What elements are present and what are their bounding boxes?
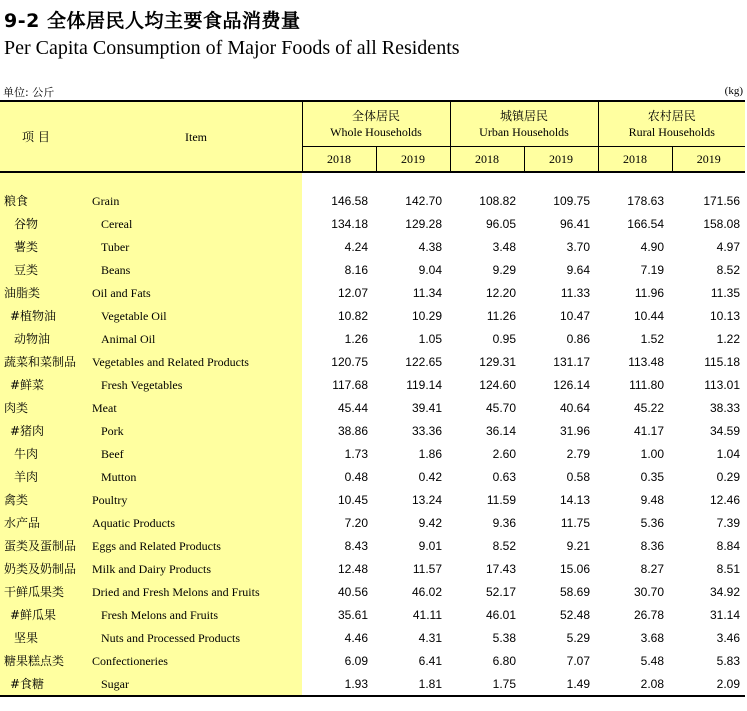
value-cell: 45.22 [633,400,664,415]
value-cell: 8.52 [716,262,741,277]
row-label-en: Oil and Fats [92,286,151,300]
table-row [0,488,745,511]
value-cell: 10.13 [709,308,741,323]
year-header: 2019 [672,147,745,173]
value-cell: 4.46 [344,630,368,645]
value-cell: 31.96 [559,423,590,438]
value-cell: 6.09 [344,653,368,668]
table-row [0,373,745,396]
table-header [0,101,745,172]
value-cell: 12.48 [337,561,368,576]
value-cell: 9.64 [566,262,590,277]
row-label-cell [0,327,302,350]
value-cell: 2.79 [566,446,590,461]
row-label-en: Mutton [101,470,137,484]
table-row [0,626,745,649]
row-label-en: Vegetables and Related Products [92,355,249,369]
value-cell: 46.01 [485,607,516,622]
value-cell: 8.43 [344,538,368,553]
table-row [0,189,745,212]
value-cell: 96.41 [559,216,590,231]
value-cell: 0.35 [640,469,664,484]
row-label-en: Fresh Vegetables [101,378,183,392]
row-label-cn: 肉类 [4,401,29,415]
row-label-cell [0,442,302,465]
value-cell: 40.56 [337,584,368,599]
row-label-cn: 谷物 [14,217,39,231]
value-cell: 1.26 [344,331,368,346]
value-cell: 11.59 [486,492,516,507]
consumption-table [0,100,745,697]
value-cell: 129.31 [479,354,516,369]
value-cell: 9.42 [418,515,442,530]
value-cell: 34.59 [709,423,741,438]
group-header-cn: 全体居民 [351,109,400,123]
value-cell: 11.34 [412,285,442,300]
row-label-en: Beef [101,447,124,461]
row-label-cell [0,396,302,419]
value-cell: 1.86 [418,446,442,461]
row-label-cn: 豆类 [14,263,39,277]
value-cell: 4.90 [640,239,664,254]
row-label-cell [0,373,302,396]
value-cell: 131.17 [553,354,590,369]
table-row [0,672,745,696]
value-cell: 4.38 [418,239,442,254]
value-cell: 30.70 [633,584,664,599]
value-cell: 9.04 [418,262,442,277]
value-cell: 3.70 [566,239,590,254]
value-cell: 12.20 [485,285,516,300]
value-cell: 7.39 [716,515,741,530]
row-label-cn: 粮食 [4,194,29,208]
value-cell: 9.01 [418,538,442,553]
table-row [0,465,745,488]
value-cell: 3.46 [716,630,741,645]
value-cell: 12.07 [337,285,368,300]
value-cell: 2.08 [598,672,672,696]
value-cell: 5.29 [566,630,590,645]
value-cell: 11.26 [486,308,516,323]
value-cell: 52.48 [559,607,590,622]
group-header-en: Urban Households [479,125,569,139]
value-cell: 1.00 [640,446,664,461]
row-label-cn: 牛肉 [14,447,39,461]
value-cell: 14.13 [559,492,590,507]
value-cell: 8.36 [640,538,664,553]
value-cell: 34.92 [709,584,741,599]
value-cell: 1.52 [640,331,664,346]
row-label-cell [0,212,302,235]
row-label-en: Cereal [101,217,133,231]
value-cell: 0.29 [716,469,741,484]
value-cell: 38.33 [709,400,741,415]
value-cell: 11.57 [412,561,442,576]
value-cell: 46.02 [411,584,442,599]
table-row [0,534,745,557]
table-row [0,212,745,235]
value-cell: 1.22 [716,331,741,346]
table-row [0,327,745,350]
row-label-cn: 薯类 [14,240,39,254]
row-label-cell [0,603,302,626]
value-cell: 8.84 [716,538,741,553]
group-header-en: Rural Households [628,125,715,139]
row-label-cell [0,626,302,649]
row-label-cell [0,281,302,304]
row-label-en: Eggs and Related Products [92,539,221,553]
row-label-cn: #鲜瓜果 [10,608,57,622]
value-cell: 58.69 [559,584,590,599]
value-cell: 40.64 [559,400,590,415]
row-label-en: Tuber [101,240,130,254]
row-label-cn: 蛋类及蛋制品 [4,539,77,553]
value-cell: 120.75 [331,354,368,369]
value-cell: 129.28 [405,216,442,231]
row-label-en: Meat [92,401,117,415]
value-cell: 2.60 [492,446,516,461]
value-cell: 9.21 [566,538,590,553]
row-label-cell [0,488,302,511]
value-cell: 124.60 [479,377,516,392]
value-cell: 113.48 [628,354,664,369]
row-label-cn: #食糖 [10,677,45,691]
value-cell: 142.70 [405,193,442,208]
value-cell: 4.31 [418,630,442,645]
group-header-cn: 农村居民 [647,109,696,123]
group-header-whole [302,101,450,147]
value-cell: 2.09 [672,672,745,696]
value-cell: 5.36 [640,515,664,530]
value-cell: 31.14 [709,607,741,622]
row-label-cn: 干鲜瓜果类 [4,585,65,599]
value-cell: 8.52 [492,538,516,553]
value-cell: 109.75 [553,193,590,208]
row-label-cn: 奶类及奶制品 [4,562,77,576]
page-title-en: Per Capita Consumption of Major Foods of all Residents [4,37,460,59]
row-label-cell [0,557,302,580]
row-label-en: Pork [101,424,124,438]
value-cell: 41.11 [412,607,442,622]
row-label-cn: #鲜菜 [10,378,45,392]
table-row [0,419,745,442]
value-cell: 11.96 [634,285,664,300]
row-label-en: Vegetable Oil [101,309,167,323]
value-cell: 1.05 [418,331,442,346]
year-header: 2018 [598,147,672,173]
table-row [0,350,745,373]
value-cell: 11.75 [560,515,590,530]
row-label-en: Nuts and Processed Products [101,631,240,645]
value-cell: 111.80 [629,377,664,392]
row-label-cell [0,465,302,488]
table-row [0,281,745,304]
value-cell: 11.33 [560,285,590,300]
item-header-en: Item [185,130,207,144]
value-cell: 8.16 [344,262,368,277]
value-cell: 1.73 [344,446,368,461]
value-cell: 11.35 [710,285,741,300]
value-cell: 8.27 [640,561,664,576]
group-header-en: Whole Households [330,125,422,139]
value-cell: 4.97 [716,239,741,254]
value-cell: 35.61 [337,607,368,622]
row-label-en: Fresh Melons and Fruits [101,608,218,622]
value-cell: 10.47 [559,308,590,323]
value-cell: 119.14 [406,377,442,392]
row-label-cell [0,304,302,327]
value-cell: 6.41 [418,653,442,668]
value-cell: 5.38 [492,630,516,645]
value-cell: 10.29 [411,308,442,323]
value-cell: 166.54 [627,216,664,231]
row-label-cn: 水产品 [4,516,41,530]
value-cell: 12.46 [709,492,741,507]
row-label-en: Poultry [92,493,128,507]
row-label-en: Grain [92,194,120,208]
year-header: 2018 [450,147,524,173]
value-cell: 3.48 [492,239,516,254]
row-label-cn: #植物油 [10,309,57,323]
table-row [0,511,745,534]
row-label-cn: 油脂类 [4,286,41,300]
row-label-cell [0,511,302,534]
table-row [0,649,745,672]
value-cell: 7.19 [640,262,664,277]
row-label-en: Dried and Fresh Melons and Fruits [92,585,260,599]
value-cell: 45.70 [485,400,516,415]
value-cell: 1.75 [450,672,524,696]
table-row [0,258,745,281]
value-cell: 45.44 [337,400,368,415]
value-cell: 178.63 [627,193,664,208]
row-label-cell [0,672,302,696]
value-cell: 126.14 [553,377,590,392]
value-cell: 17.43 [485,561,516,576]
row-label-en: Milk and Dairy Products [92,562,211,576]
value-cell: 26.78 [633,607,664,622]
value-cell: 6.80 [492,653,516,668]
row-label-en: Animal Oil [101,332,156,346]
year-header: 2019 [524,147,598,173]
value-cell: 134.18 [331,216,368,231]
year-header: 2018 [302,147,376,173]
row-label-en: Beans [101,263,131,277]
value-cell: 0.48 [344,469,368,484]
row-label-cell [0,189,302,212]
table-row [0,603,745,626]
value-cell: 5.83 [716,653,741,668]
value-cell: 5.48 [640,653,664,668]
row-label-cell [0,258,302,281]
unit-label-en: (kg) [724,85,743,97]
row-label-en: Aquatic Products [92,516,175,530]
row-label-cell [0,649,302,672]
value-cell: 39.41 [411,400,442,415]
value-cell: 0.63 [492,469,516,484]
value-cell: 0.95 [492,331,516,346]
value-cell: 10.82 [337,308,368,323]
value-cell: 8.51 [716,561,741,576]
table-row [0,235,745,258]
row-label-cn: 糖果糕点类 [4,654,65,668]
value-cell: 15.06 [559,561,590,576]
table-row [0,304,745,327]
table-row [0,557,745,580]
value-cell: 52.17 [485,584,516,599]
row-label-cn: #猪肉 [10,424,45,438]
value-cell: 38.86 [337,423,368,438]
value-cell: 13.24 [411,492,442,507]
table-row [0,442,745,465]
row-label-en: Sugar [101,677,129,691]
value-cell: 146.58 [331,193,368,208]
value-cell: 108.82 [479,193,516,208]
value-cell: 33.36 [411,423,442,438]
value-cell: 10.45 [337,492,368,507]
value-cell: 96.05 [485,216,516,231]
value-cell: 7.07 [566,653,590,668]
row-label-en: Confectioneries [92,654,168,668]
value-cell: 7.20 [344,515,368,530]
table-row [0,396,745,419]
row-label-cn: 坚果 [14,631,39,645]
value-cell: 41.17 [633,423,664,438]
value-cell: 0.58 [566,469,590,484]
value-cell: 115.18 [704,354,741,369]
value-cell: 9.48 [640,492,664,507]
value-cell: 1.81 [376,672,450,696]
row-label-cell [0,235,302,258]
page-title-cn: 9-2 全体居民人均主要食品消费量 [4,10,301,32]
row-label-cell [0,419,302,442]
value-cell: 0.86 [566,331,590,346]
year-header: 2019 [376,147,450,173]
row-label-cell [0,534,302,557]
unit-label-cn: 单位: 公斤 [3,86,55,99]
spacer-row [0,172,745,189]
value-cell: 122.65 [405,354,442,369]
row-label-cell [0,350,302,373]
table-body [0,172,745,696]
row-label-cn: 蔬菜和菜制品 [4,355,77,369]
item-header-cn: 项 目 [22,130,50,144]
group-header-rural [598,101,745,147]
group-header-urban [450,101,598,147]
value-cell: 1.49 [524,672,598,696]
value-cell: 0.42 [418,469,442,484]
value-cell: 3.68 [640,630,664,645]
group-header-cn: 城镇居民 [499,109,548,123]
value-cell: 158.08 [703,216,741,231]
item-header-cell [0,101,302,172]
value-cell: 10.44 [633,308,664,323]
value-cell: 1.93 [302,672,376,696]
value-cell: 171.56 [703,193,741,208]
value-cell: 113.01 [704,377,741,392]
row-label-cn: 动物油 [14,332,51,346]
row-label-cn: 羊肉 [14,470,39,484]
row-label-cell [0,580,302,603]
value-cell: 9.29 [492,262,516,277]
table-row [0,580,745,603]
value-cell: 4.24 [344,239,368,254]
value-cell: 9.36 [492,515,516,530]
value-cell: 1.04 [716,446,741,461]
value-cell: 36.14 [485,423,516,438]
row-label-cn: 禽类 [4,493,29,507]
value-cell: 117.68 [332,377,368,392]
